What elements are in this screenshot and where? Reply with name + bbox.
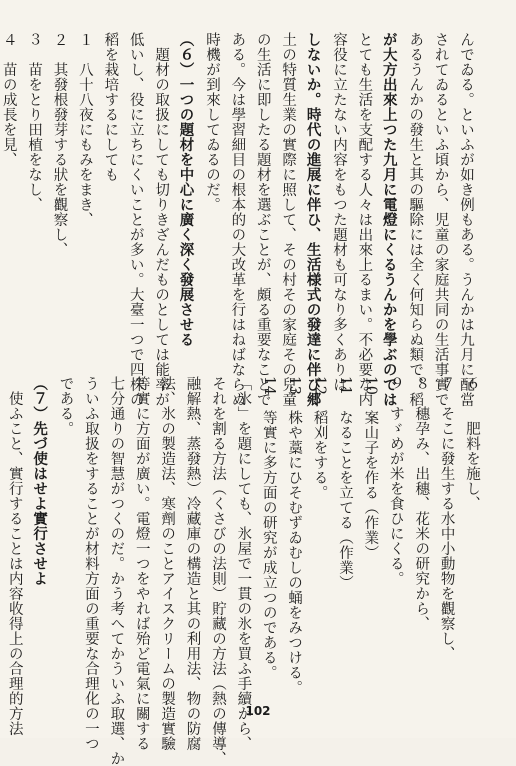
text-line: 容役に立たない内容をもつた題材も可なり多くありは (330, 32, 347, 392)
text-line: 融解熱、蒸發熱）冷藏庫の構造と其の利用法、物の防腐 (184, 376, 201, 751)
text-line: ８ 穗孕み、出穗、花米の研究から、 (413, 376, 430, 631)
text-line: しないか。時代の進展に伴ひ、生活様式の發達に伴び郷 (304, 32, 322, 407)
text-line: 使ふこと、實行することは内容收得上の合理的方法 (6, 376, 23, 736)
text-line: それを割る方法（くさびの法則）貯藏の方法（熱の傳導、 (209, 376, 226, 766)
text-line: ３ 苗をとり田植をなし、 (26, 32, 43, 212)
text-line: 土の特質生業の實際に照して、その村その家庭その兒童 (280, 32, 297, 407)
text-line: ある。今は學習細目の根本的の大改革を行はねばならぬ (229, 32, 246, 407)
text-line: 13 株や藁にひそむずゐむしの蛹をみつける。 (286, 376, 303, 696)
text-line: 七分通りの智慧がつくのだ。かう考へてかういふ取選、か (108, 376, 125, 766)
text-line: 「氷」を題にしても、氷屋で一貫の氷を買ふ手續から、 (235, 376, 252, 751)
text-line: 12 稻刈をする。 (311, 376, 328, 501)
text-line: 等實に方面が廣い。電燈一つをやれば殆ど電氣に關する (133, 376, 150, 751)
text-line: 11 なることを立てる（作業） (336, 376, 353, 591)
text-line: 10 案山子を作る（作業） (362, 376, 379, 561)
text-line: ういふ取扱をすることが材料方面の重要な合理化の一つ (82, 376, 99, 751)
upper-text-block (0, 32, 478, 407)
text-line: （７）先づ使はせよ實行させよ (31, 376, 49, 586)
text-line: 法、氷の製造法、寒劑のことアイスクリームの製造實驗 (159, 376, 176, 751)
text-line: ９ すゞめが米を食ひにくる。 (387, 376, 404, 586)
text-line: されてゐるといふ頃から、児童の家庭共同の生活事實で (432, 32, 449, 407)
text-line: 題材の取扱にしても切りきざんだものとしては能率が (153, 32, 170, 407)
text-line: が大方出來上つた九月に電燈にくるうんかを學ぶのでは (380, 32, 398, 407)
text-line: １ 八十八夜にもみをまき、 (76, 32, 93, 227)
text-line: 時機が到來してゐるのだ。 (203, 32, 220, 212)
text-line: あるうんかの發生と其の驅除には全く何知らぬ類で、稻 (407, 32, 424, 407)
text-line: の生活に即したる題材を選ぶことが、頗る重要なことで (254, 32, 271, 407)
text-line: ２ 其發根發芽する狀を觀察し、 (51, 32, 68, 257)
text-line: ４ 苗の成長を見、 (0, 32, 17, 167)
text-line: である。 (57, 376, 74, 436)
text-line: んでゐる。といふが如き例もある。うんかは九月に配當 (458, 32, 474, 407)
text-line: ６ 肥料を施し、 (464, 376, 480, 511)
text-line: とても生活を支配する人々は出來上るまい。不必要な内 (356, 32, 373, 407)
text-line: 14 等實に多方面の研究が成立つのである。 (260, 376, 277, 681)
text-line: ７ そこに發生する水中小動物を觀察し、 (438, 376, 455, 661)
text-line: 低いし、役に立ちにくいことが多い。大臺一つで四株の (127, 32, 144, 407)
page-number: 102 (245, 704, 271, 718)
text-line: （６）一つの題材を中心に廣く深く發展させる (177, 32, 195, 347)
text-line: 稻を栽培するにしても (102, 32, 119, 182)
